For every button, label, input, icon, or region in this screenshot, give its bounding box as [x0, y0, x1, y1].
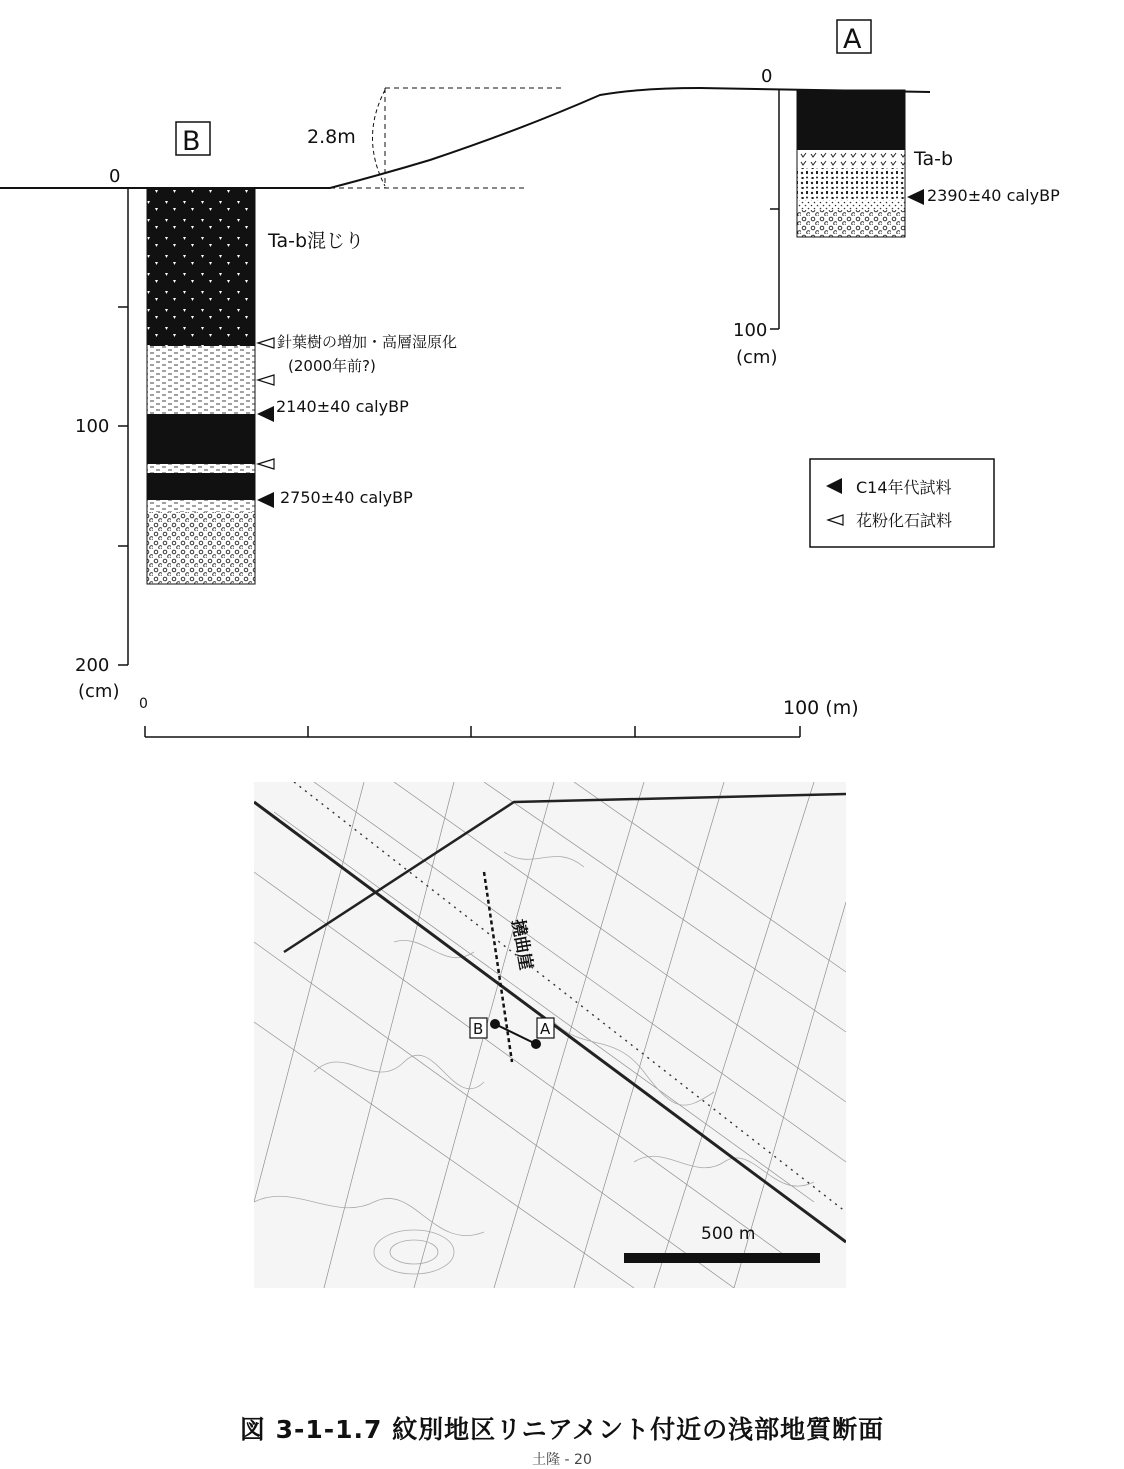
c14-sample-marker: [257, 406, 274, 422]
legend-pollen-label: 花粉化石試料: [856, 511, 953, 530]
scarp-height-label: 2.8m: [307, 126, 356, 148]
ground-surface-profile: [0, 88, 930, 188]
section-b-label: B: [182, 126, 201, 157]
c14-sample-marker: [257, 492, 274, 508]
section-b-date-2: 2750±40 calyBP: [280, 488, 413, 507]
section-b-layer-label: Ta-b混じり: [268, 230, 365, 252]
map-scale-bar: [624, 1253, 820, 1263]
map-scarp-label: 撓曲崖: [507, 917, 536, 972]
figure-caption: 図 3-1-1.7 紋別地区リニアメント付近の浅部地質断面: [239, 1415, 885, 1444]
section-a-date: 2390±40 calyBP: [927, 186, 1060, 205]
section-a-depth-0: 0: [761, 66, 773, 87]
c14-sample-marker: [907, 189, 924, 205]
map-point-b-label: B: [473, 1020, 484, 1038]
scale-start-label: 0: [139, 696, 148, 712]
section-b-date-1: 2140±40 calyBP: [276, 397, 409, 416]
page-number: 土隆 - 20: [532, 1452, 592, 1468]
pollen-annotation: 針葉樹の増加・高層湿原化: [277, 333, 458, 351]
section-b-depth-0: 0: [109, 166, 121, 187]
point-b-dot: [490, 1019, 500, 1029]
section-b-depth-200: 200: [75, 655, 110, 676]
map-scale-label: 500 m: [701, 1224, 756, 1244]
section-b-unit: (cm): [78, 681, 120, 702]
section-a-depth-100: 100: [733, 320, 768, 341]
section-b: [75, 122, 457, 702]
horizontal-scale-bar: [139, 696, 859, 737]
legend: [810, 459, 994, 547]
section-a: [733, 20, 1060, 368]
pollen-sample-marker: [258, 459, 274, 469]
legend-c14-label: C14年代試料: [856, 478, 952, 497]
point-a-dot: [531, 1039, 541, 1049]
section-a-unit: (cm): [736, 347, 778, 368]
pollen-annotation-sub: (2000年前?): [288, 357, 376, 375]
pollen-sample-marker: [258, 338, 274, 348]
pollen-sample-marker: [258, 375, 274, 385]
section-a-label: A: [843, 24, 862, 55]
section-b-depth-100: 100: [75, 416, 110, 437]
scarp-height-marker: [307, 88, 565, 188]
map-point-a-label: A: [540, 1020, 551, 1038]
location-map: [254, 782, 846, 1288]
section-a-layer-label: Ta-b: [914, 148, 954, 170]
scale-end-label: 100 (m): [783, 697, 859, 719]
